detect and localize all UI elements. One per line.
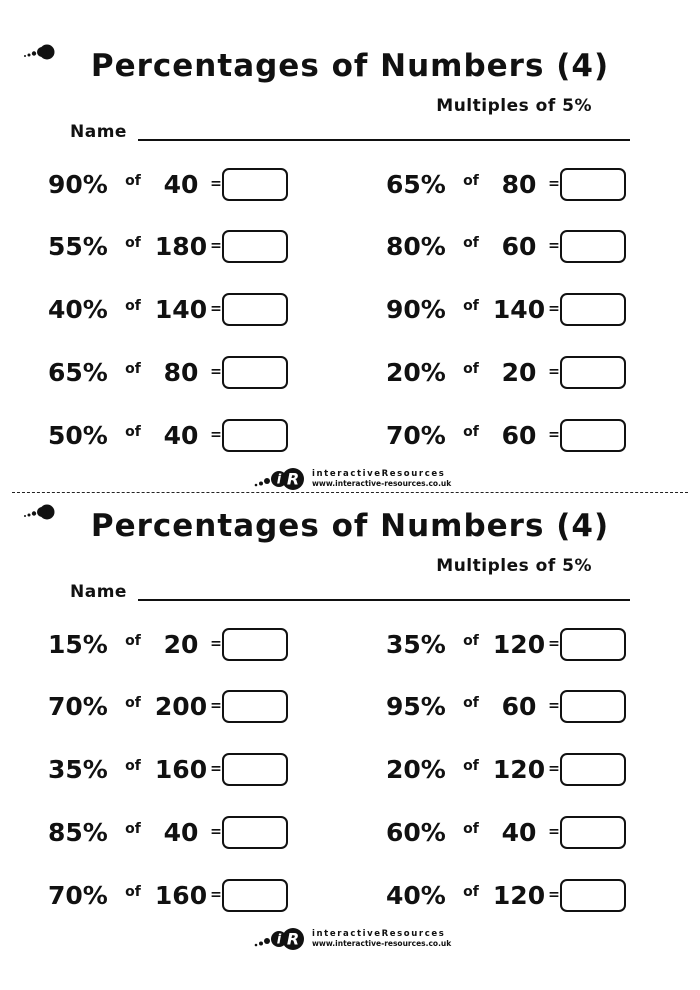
answer-box[interactable] [560,628,626,661]
question-equals: = [210,824,222,840]
question-5 [48,291,288,327]
question-equals: = [210,176,222,192]
answer-box[interactable] [560,690,626,723]
question-percent: 35% [48,754,108,784]
footer-brand-name: interactiveResources [312,929,446,939]
question-5 [48,751,288,787]
question-of: of [463,884,479,900]
question-of: of [125,361,141,377]
question-equals: = [210,301,222,317]
footer-brand [312,929,451,949]
question-of: of [125,235,141,251]
question-percent: 35% [386,629,446,659]
page-title: Percentages of Numbers (4) [90,48,610,84]
question-equals: = [210,698,222,714]
ir-logo-icon [252,926,308,952]
question-of: of [125,884,141,900]
footer-brand-name: interactiveResources [312,469,446,479]
question-of: of [125,298,141,314]
question-of: of [463,173,479,189]
footer-url[interactable]: www.interactive-resources.co.uk [312,939,452,948]
question-10 [386,417,626,453]
worksheet-bottom [0,460,700,950]
question-percent: 20% [386,357,446,387]
question-number: 60 [501,691,537,721]
question-percent: 20% [386,754,446,784]
question-percent: 70% [386,420,446,450]
question-6 [386,291,626,327]
question-number: 20 [501,357,537,387]
worksheet-top [0,0,700,490]
question-4 [386,688,626,724]
question-percent: 65% [48,357,108,387]
question-percent: 70% [48,691,108,721]
question-equals: = [548,176,560,192]
question-of: of [463,235,479,251]
answer-box[interactable] [222,628,288,661]
question-equals: = [548,761,560,777]
answer-box[interactable] [560,293,626,326]
question-7 [48,354,288,390]
question-equals: = [548,636,560,652]
question-percent: 60% [386,817,446,847]
logo-letter-i: i [276,472,282,488]
question-7 [48,814,288,850]
question-of: of [463,424,479,440]
answer-box[interactable] [222,168,288,201]
question-number: 20 [163,629,199,659]
question-percent: 85% [48,817,108,847]
question-equals: = [548,238,560,254]
name-label: Name [70,582,127,602]
question-equals: = [548,427,560,443]
question-number: 40 [501,817,537,847]
question-equals: = [548,887,560,903]
logo-letter-r: R [286,929,300,949]
question-percent: 40% [48,294,108,324]
question-of: of [125,424,141,440]
logo-letter-i: i [276,932,282,948]
question-percent: 80% [386,231,446,261]
logo-letter-r: R [286,469,300,489]
answer-box[interactable] [222,293,288,326]
question-equals: = [548,364,560,380]
question-number: 80 [501,169,537,199]
question-percent: 70% [48,880,108,910]
question-percent: 65% [386,169,446,199]
answer-box[interactable] [560,419,626,452]
question-1 [48,626,288,662]
question-equals: = [210,761,222,777]
question-equals: = [210,887,222,903]
answer-box[interactable] [560,230,626,263]
question-of: of [125,173,141,189]
question-percent: 90% [386,294,446,324]
answer-box[interactable] [222,753,288,786]
answer-box[interactable] [560,356,626,389]
name-field[interactable] [138,139,630,141]
question-9 [48,417,288,453]
question-number: 120 [492,754,546,784]
question-of: of [463,633,479,649]
question-3 [48,228,288,264]
question-equals: = [548,824,560,840]
question-of: of [463,758,479,774]
question-2 [386,166,626,202]
question-of: of [125,633,141,649]
question-equals: = [210,364,222,380]
question-number: 120 [492,629,546,659]
question-number: 60 [501,231,537,261]
subtitle: Multiples of 5% [436,556,592,576]
question-percent: 55% [48,231,108,261]
page-title: Percentages of Numbers (4) [90,508,610,544]
question-percent: 40% [386,880,446,910]
question-of: of [463,298,479,314]
question-equals: = [548,301,560,317]
question-9 [48,877,288,913]
question-1 [48,166,288,202]
answer-box[interactable] [222,879,288,912]
question-percent: 90% [48,169,108,199]
question-number: 180 [154,231,208,261]
answer-box[interactable] [222,230,288,263]
question-percent: 95% [386,691,446,721]
answer-box[interactable] [560,168,626,201]
question-percent: 50% [48,420,108,450]
question-2 [386,626,626,662]
question-number: 160 [154,880,208,910]
question-number: 120 [492,880,546,910]
question-equals: = [210,636,222,652]
answer-box[interactable] [560,816,626,849]
question-of: of [463,361,479,377]
question-number: 140 [154,294,208,324]
name-label: Name [70,122,127,142]
answer-box[interactable] [560,753,626,786]
name-field[interactable] [138,599,630,601]
subtitle: Multiples of 5% [436,96,592,116]
question-number: 60 [501,420,537,450]
answer-box[interactable] [222,356,288,389]
question-of: of [125,821,141,837]
footer-url[interactable]: www.interactive-resources.co.uk [312,479,452,488]
question-number: 40 [163,169,199,199]
question-8 [386,354,626,390]
question-4 [386,228,626,264]
question-of: of [463,695,479,711]
question-number: 160 [154,754,208,784]
question-8 [386,814,626,850]
question-equals: = [210,238,222,254]
question-of: of [463,821,479,837]
question-equals: = [210,427,222,443]
question-number: 80 [163,357,199,387]
question-percent: 15% [48,629,108,659]
answer-box[interactable] [222,419,288,452]
question-number: 140 [492,294,546,324]
question-number: 200 [154,691,208,721]
footer [252,926,451,952]
answer-box[interactable] [222,816,288,849]
question-6 [386,751,626,787]
answer-box[interactable] [560,879,626,912]
question-equals: = [548,698,560,714]
question-number: 40 [163,817,199,847]
question-3 [48,688,288,724]
question-of: of [125,758,141,774]
answer-box[interactable] [222,690,288,723]
question-of: of [125,695,141,711]
question-10 [386,877,626,913]
question-number: 40 [163,420,199,450]
